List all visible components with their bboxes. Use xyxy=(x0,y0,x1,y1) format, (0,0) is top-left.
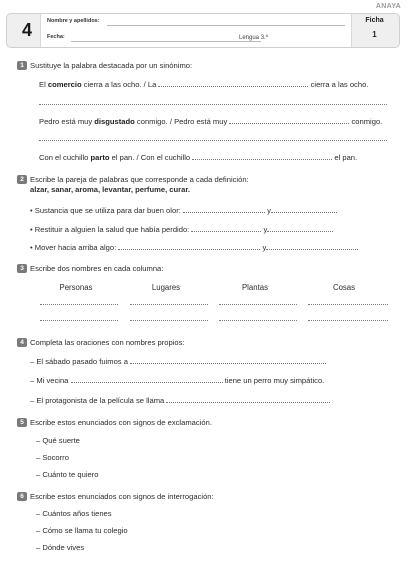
exercise-2-word-list: alzar, sanar, aroma, levantar, perfume, curar. xyxy=(30,185,190,194)
ex1-sentence-2: Pedro está muy disgustado conmigo. / Pedro está muy conmigo. xyxy=(39,117,383,126)
highlighted-word: parto xyxy=(90,153,110,162)
ex1-sentence-1: El comercio cierra a las ocho. / La cierra a las ocho. xyxy=(39,80,369,89)
ficha-label: Ficha xyxy=(365,17,384,24)
answer-blank[interactable] xyxy=(183,206,265,213)
highlighted-word: disgustado xyxy=(94,117,135,126)
date-label: Fecha: xyxy=(47,34,65,40)
answer-blank[interactable] xyxy=(229,117,349,124)
answer-blank[interactable] xyxy=(266,243,358,250)
exercise-4-number: 4 xyxy=(17,338,27,347)
answer-line[interactable] xyxy=(39,140,387,141)
answer-blank[interactable] xyxy=(166,396,330,403)
ex1-sentence-3: Con el cuchillo parto el pan. / Con el cuchillo el pan. xyxy=(39,153,358,162)
exercise-2-instruction: Escribe la pareja de palabras que corresponde a cada definición: xyxy=(30,175,249,184)
answer-blank[interactable] xyxy=(118,243,260,250)
exercise-2-number: 2 xyxy=(17,175,27,184)
name-label: Nombre y apellidos: xyxy=(47,18,100,24)
answer-blank[interactable] xyxy=(192,153,332,160)
ex6-item-3: – Dónde vives xyxy=(36,543,85,552)
ficha-number: 1 xyxy=(372,30,377,39)
answer-blank[interactable] xyxy=(191,225,261,232)
ex2-item-3: • Mover hacia arriba algo: y xyxy=(30,243,358,252)
answer-line[interactable] xyxy=(130,320,208,321)
column-header-personas: Personas xyxy=(59,283,93,292)
header-fields xyxy=(40,14,352,47)
highlighted-word: comercio xyxy=(47,80,82,89)
answer-line[interactable] xyxy=(40,320,118,321)
exercise-3-instruction: Escribe dos nombres en cada columna: xyxy=(30,264,164,273)
answer-blank[interactable] xyxy=(158,80,308,87)
answer-line[interactable] xyxy=(308,304,388,305)
ex5-item-3: – Cuánto te quiero xyxy=(36,470,99,479)
answer-blank[interactable] xyxy=(71,376,223,383)
exercise-4-instruction: Completa las oraciones con nombres propios: xyxy=(30,338,185,347)
publisher-logo: ANAYA xyxy=(375,3,401,10)
answer-blank[interactable] xyxy=(267,225,333,232)
answer-blank[interactable] xyxy=(271,206,337,213)
answer-line[interactable] xyxy=(308,320,388,321)
answer-blank[interactable] xyxy=(130,357,326,364)
ex2-item-1: • Sustancia que se utiliza para dar buen olor: y xyxy=(30,206,337,215)
answer-line[interactable] xyxy=(219,320,297,321)
worksheet-header xyxy=(6,13,400,48)
exercise-5-instruction: Escribe estos enunciados con signos de exclamación. xyxy=(30,418,212,427)
name-field[interactable] xyxy=(107,25,345,26)
ex6-item-2: – Cómo se llama tu colegio xyxy=(36,526,128,535)
ex4-sentence-3: – El protagonista de la película se llama xyxy=(30,396,330,405)
answer-line[interactable] xyxy=(130,304,208,305)
ex5-item-1: – Qué suerte xyxy=(36,436,80,445)
answer-line[interactable] xyxy=(40,304,118,305)
ex6-item-1: – Cuántos años tienes xyxy=(36,509,112,518)
exercise-6-instruction: Escribe estos enunciados con signos de interrogación: xyxy=(30,492,214,501)
column-header-cosas: Cosas xyxy=(332,283,356,292)
ex2-item-2: • Restituir a alguien la salud que había perdido: y xyxy=(30,225,333,234)
ex4-sentence-1: – El sábado pasado fuimos a xyxy=(30,357,326,366)
unit-number: 4 xyxy=(21,20,32,40)
exercise-5-number: 5 xyxy=(17,418,27,427)
ex5-item-2: – Socorro xyxy=(36,453,69,462)
exercise-3-number: 3 xyxy=(17,264,27,273)
subject-label: Lengua 3.º xyxy=(239,35,268,41)
column-header-lugares: Lugares xyxy=(151,283,181,292)
answer-line[interactable] xyxy=(219,304,297,305)
column-header-plantas: Plantas xyxy=(241,283,268,292)
exercise-1-instruction: Sustituye la palabra destacada por un sinónimo: xyxy=(30,61,193,70)
exercise-6-number: 6 xyxy=(17,492,27,501)
answer-line[interactable] xyxy=(39,104,387,105)
date-field[interactable] xyxy=(71,41,261,42)
ex4-sentence-2: – Mi vecina tiene un perro muy simpático. xyxy=(30,376,325,385)
exercise-1-number: 1 xyxy=(17,61,27,70)
